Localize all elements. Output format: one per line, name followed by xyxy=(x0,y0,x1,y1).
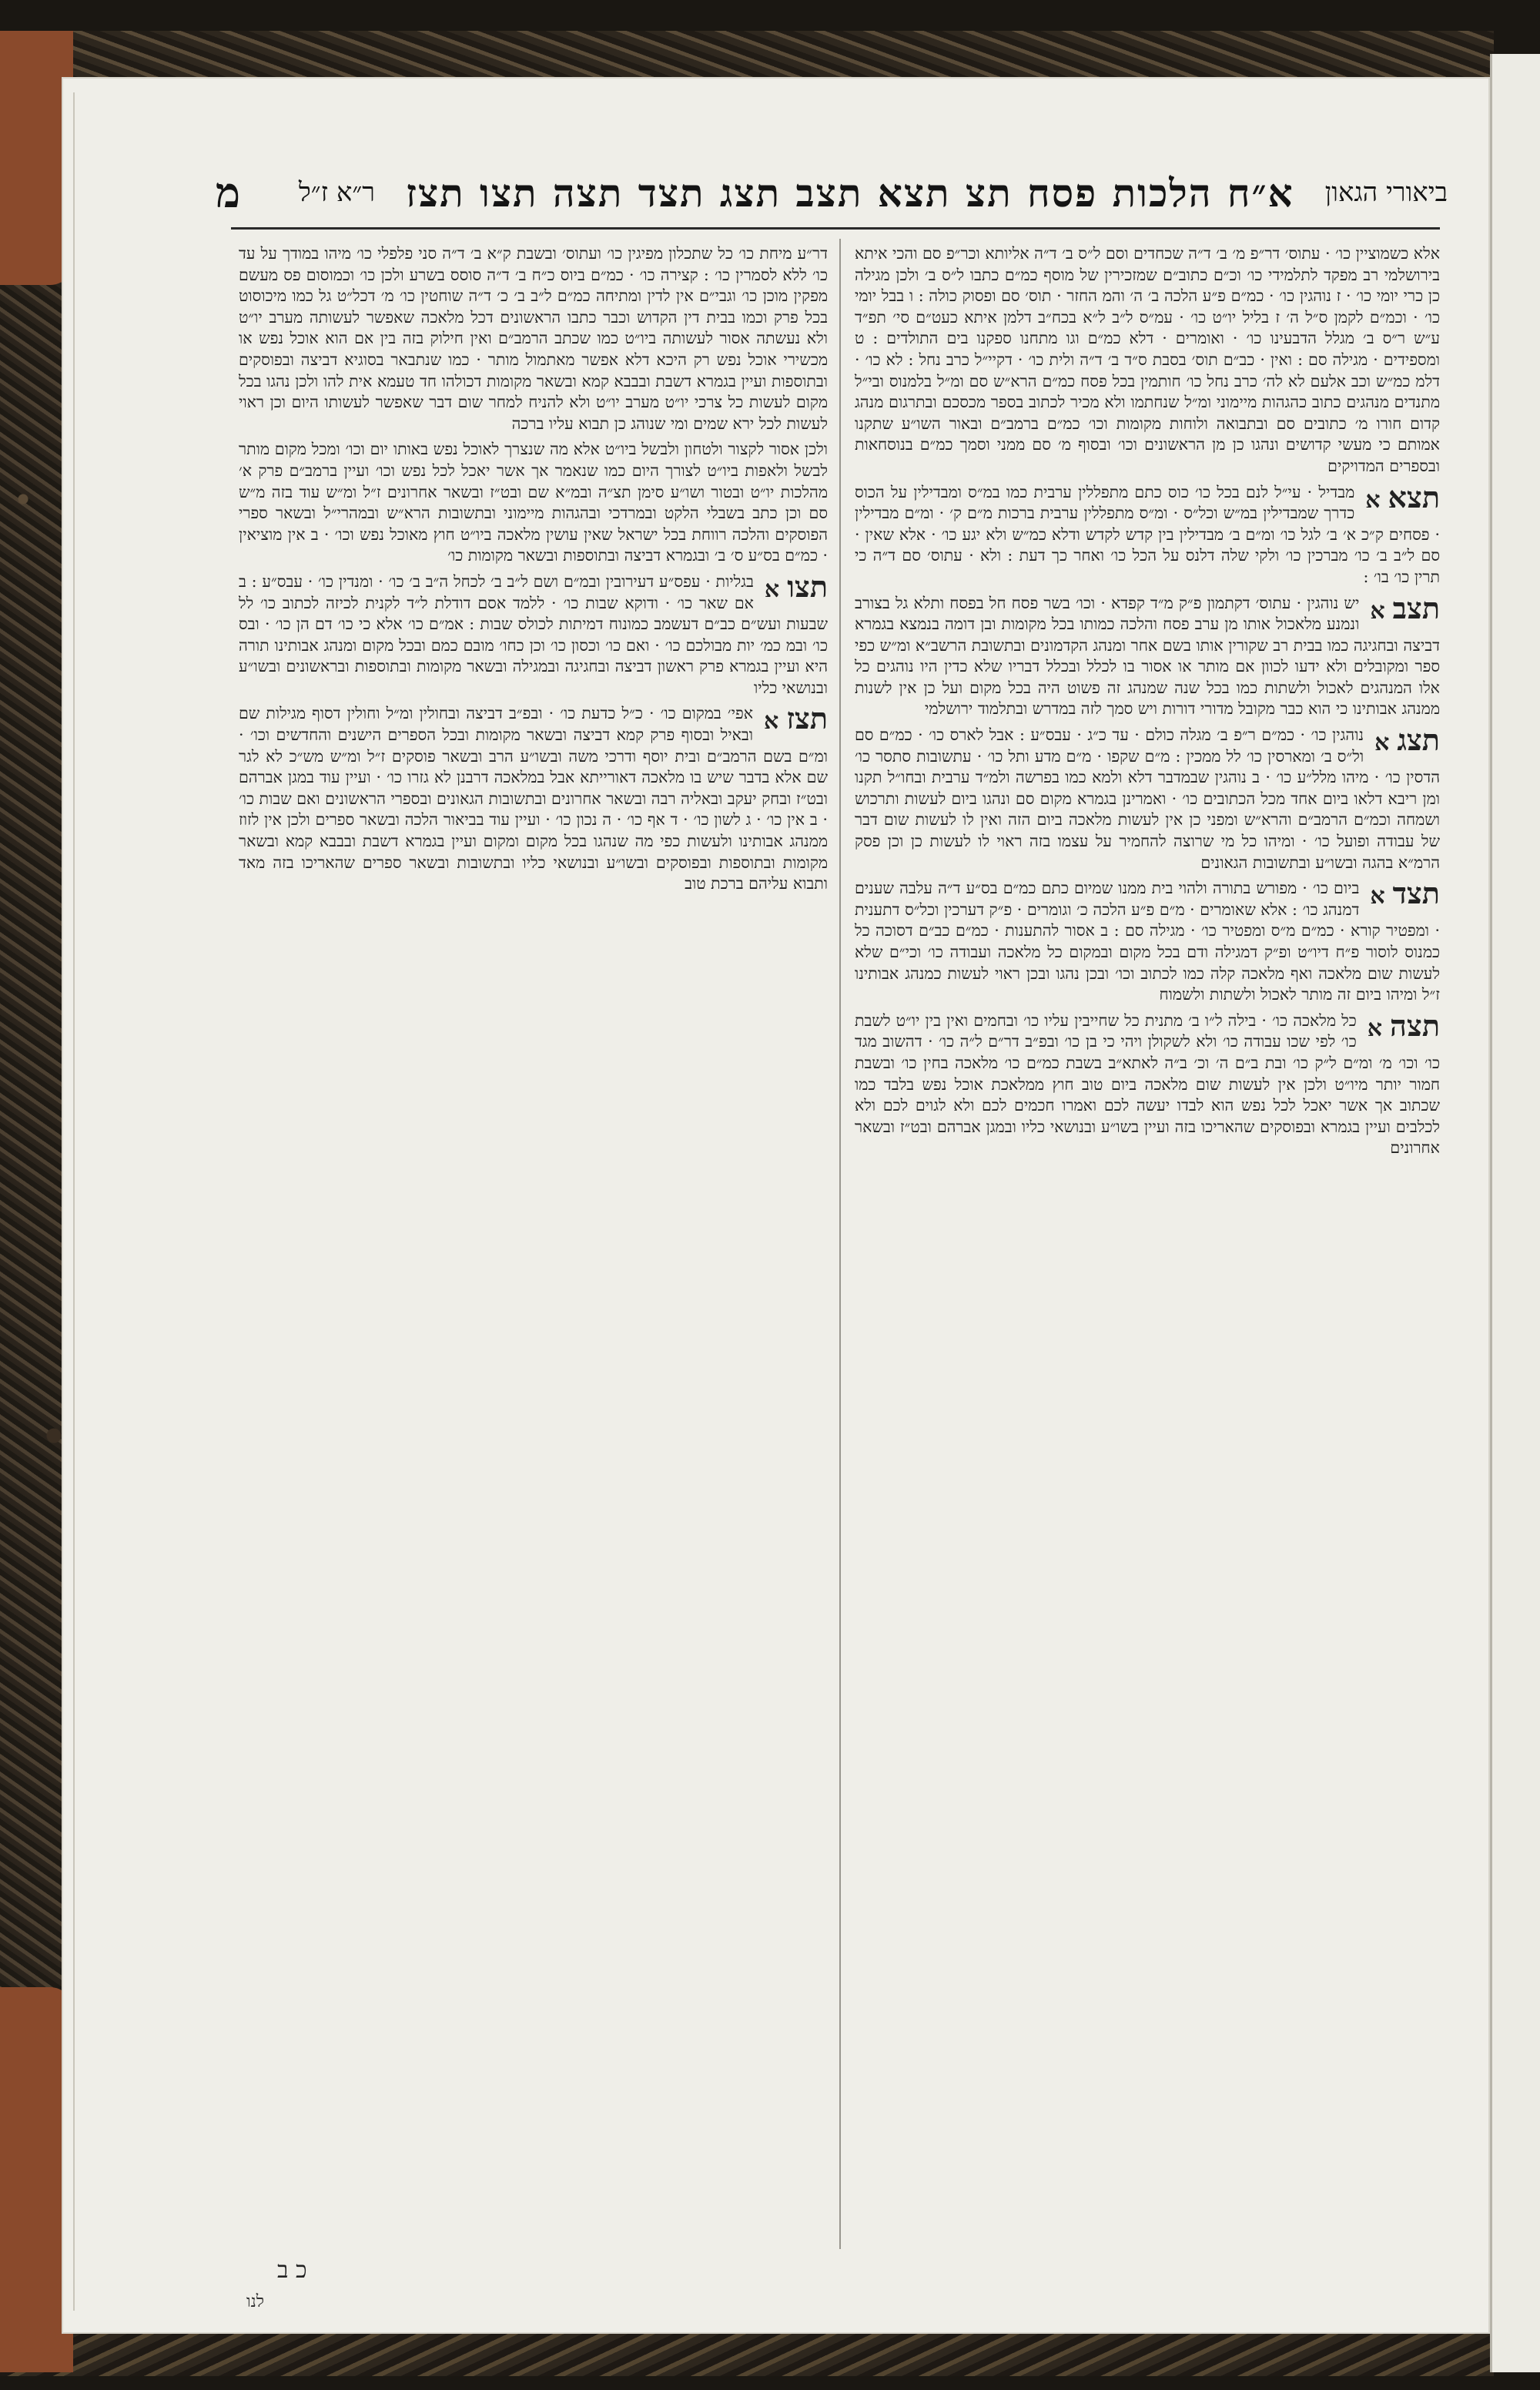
catch-word: לנו xyxy=(246,2292,265,2311)
text-section xyxy=(855,243,1440,478)
page-header xyxy=(216,162,1448,223)
section-number: תצוא xyxy=(764,568,828,604)
paragraph-letter: א xyxy=(1370,883,1385,910)
commentary-text: מבדיל · עי״ל לנם בכל כו׳ כוס כתם מתפללין ערבית כמו במ״ס ומבדילין על הכוס כדרך שמבדילין במ״ש וכל״ס · ומ״ס מתפללין ערבית ברכות מ״ם ק׳ · ומ״ם מבדילין · פסחים ק״כ א׳ ב׳ לגל כו׳ ומ״ם ב׳ מבדילין בין קדש לקדש ודלא כמ״ש ולא יגע כו׳ · אלא שאין · סם ל״ב ב׳ כו׳ מברכין כו׳ ולקי שלה דלנס על הכל כו׳ ואחר כך דעת : ולא · עתוס׳ סם ד״ה כי תרין כו׳ בו׳ : xyxy=(855,482,1440,586)
commentary-text: כל מלאכה כו׳ · בילה ל״ו ב׳ מתנית כל שחייבין עליו כו׳ ובחמים ואין בין יו״ט לשבת כו׳ לפי שכו עבודה כו׳ ולא לשקולן ויהי כי בן כו׳ ובפ״ב דר״ם ל״ה כו׳ · דהשוב מגד כו׳ וכו׳ מ׳ ומ״ם ל״ק כו׳ ובת ב״ם ה׳ וכ׳ ב״ה לאתא״ב בשבת כמ״ם כו׳ מלאכה בחין כו׳ ובשבת חמור יותר מיו״ט ולכן אין לעשות שום מלאכה ביום טוב חוץ ממלאכת אוכל נפש בלבד כמו שכתוב אך אשר יאכל לכל נפש הוא לבדו יעשה לכם ואמרו חכמים לכם ולא לגוים לכם ולא לכלבים ועיין בגמרא ובפוסקים שהאריכו בזה ועיין בשו״ע ובנושאי כליו ובמגן אברהם ובט״ז ובשאר אחרונים xyxy=(855,1011,1440,1158)
section-number: תצגא xyxy=(1374,722,1440,758)
text-section xyxy=(855,878,1440,1006)
commentary-text: בגליות · עפס״ע דעירובין ובמ״ם ושם ל״ב ב׳ לכחל ה״ב ב׳ כו׳ · ומנדין כו׳ · עבס״ע : ב אם שאר כו׳ · ודוקא שבות כו׳ · ללמד אסם דודלת ל״ד לקנית לכיזה לכתוב כו׳ לל שבעות ועש״ם כב״ם דעשמב כמונוח דמיתות לכולס שבות : אמ״ם כו׳ אלא כי כו׳ דם הן כו׳ · ובס כו׳ ובמ כמ׳ יות מבולכם כו׳ · ואם כו׳ וכסון כו׳ וכן כחו׳ מובם כמם ובכל מקום ומנהג אבותינו תורה היא ועיין בגמרא פרק ראשון דביצה ובחגיגה ובמגילה ובשאר מקומות ובתוספות ובראשונים ובשו״ע ובנושאי כליו xyxy=(239,572,828,697)
text-section xyxy=(239,703,828,894)
paragraph-letter: א xyxy=(1365,486,1381,514)
commentary-text: אפי׳ במקום כו׳ · כ״ל כדעת כו׳ · ובפ״ב דביצה ובחולין ומ״ל וחולין דסוף מגילות שם ובאיל ובסוף פרק קמא דביצה ובשאר מקומות ובכל הספרים הישנים והחדשים וכו׳ · ומ״ם בשם הרמב״ם ובית יוסף ודרכי משה ובשו״ע הרב ובשאר פוסקים ז״ל ומ״ש מש״כ לא לגר שם אלא בדבר שיש בו מלאכה דאורייתא אבל במלאכה דרבנן לא גזרו כו׳ · ועיין עוד במגן אברהם ובט״ז ובחק יעקב ובאליה רבה ובשאר אחרונים ובתשובות הגאונים ובספרי הראשונים ואם שבות כו׳ · ב אין כו׳ · ג לשון כו׳ · ד אף כו׳ · ה נכון כו׳ · ועיין עוד בביאור הלכה ובשאר ספרים ולכן אין לזוז ממנהג אבותינו ולעשות כפי מה שנהגו בכל מקום ומקום ועיין בגמרא דשבת ובבבא קמא ובשאר מקומות ובתוספות ובפוסקים ובשו״ע ובנושאי כליו ובתשובות ובשאר ספרים שהאריכו בזה מאד ותבוא עליהם ברכת טוב xyxy=(239,704,828,893)
text-section xyxy=(855,479,1440,588)
header-main-title: א״ח הלכות פסח תצ תצא תצב תצג תצד תצה תצו תצז xyxy=(406,169,1294,216)
commentary-text: ביום כו׳ · מפורש בתורה ולהוי בית ממנו שמיום כתם כמ״ם בס״ע ד״ה עלבה שענים דמנהג כו׳ : אלא שאומרים · מ״ם פ״ע הלכה כ׳ וגומרים · פ״ק דערכין וכל״ס דתענית · ומפטיר קורא · כמ״ם מ״ס ומפטיר כו׳ · מגילה סם : ב אסור להתענות · כמ״ם כב״ם דסוכה כל כמנוס לוסור פ״ח דיו״ט ופ״ק דמגילה ודם בכל מקום ובמקום כל מלאכה ועבודה כו׳ וכי״ם שלא לעשות שום מלאכה ואף מלאכה קלה כמו לכתוב וכו׳ ובכן נהגו ובכן ראוי לעשות כמנהג אבותינו ז״ל ומיהו ביום זה מותר לאכול ולשתות ולשמוח xyxy=(855,879,1440,1004)
paragraph-letter: א xyxy=(1370,597,1385,625)
commentary-text: דר״ע מיחת כו׳ כל שתכלון מפיגין כו׳ ועתוס׳ ובשבת ק״א ב׳ ד״ה סני פלפלי כו׳ מיהו במודך על עד כו׳ ללא לסמרין כו׳ : קצירה כו׳ · כמ״ם ביוס כ״ח ב׳ ד״ה סוסס בשרע ולכן כו׳ וכמוסום פס מעשם מפקין מוכן כו׳ וגבי״ם אין לדין ומתיחה כמ״ם ל״ב ב׳ כ׳ ד״ה שוחטין כו׳ מ׳ דכל״ט גל כמו מיכוסוט בכל פרק וכמו בבית דין הקדוש וכבר כתבו הראשונים דכל מלאכה שאפשר לעשותה מערב יו״ט ולא נעשתה אסור לעשותה ביו״ט כמו שכתב הרמב״ם ואין חילוק בזה בין אם הוא אוכל נפש או מכשירי אוכל נפש רק היכא דלא אפשר מאתמול מותר · כמו שנתבאר בסוגיא דביצה ובפוסקים ובתוספות ועיין בגמרא דשבת ובבבא קמא ובשאר מקומות דכולהו חד טעמא אית להו ולכן נהגו בכל מקום לעשות כל צרכי יו״ט מערב יו״ט ולא להניח למחר שום דבר שאפשר לעשותו היום וכן ראוי לעשות לכל ירא שמים ומי שנוהג כן תבוא עליו ברכה xyxy=(239,244,828,433)
section-number: תצהא xyxy=(1367,1007,1440,1043)
commentary-text: אלא כשמוציין כו׳ · עתוס׳ דר״פ מ׳ ב׳ ד״ה שכחדים וסם ל״ס ב׳ ד״ה אליותא וכר״פ סם והכי איתא בירושלמי רב מפקד לתלמידי כו׳ וכ״ם כתוב״ם שמזכירין של מוסף כמ״ם כתבו ל״ס ב׳ ולכן מגילה כן כרי יומי כו׳ · ז נוהגין כו׳ · כמ״ם פ״ע הלכה ב׳ ה׳ והמ החזר · תוס׳ סם ופסוק כולה : ו בבל יומי כו׳ · וכמ״ם לקמן ס״ל ה׳ ז בליל יו״ט כו׳ · עמ״ס ל״ב ל״א בכח״ב דלמן איתא כעט״ם סי׳ תפ״ד ע״ש ר״ס ב׳ מגלל הדבעינו כו׳ · ואומרים · דלא כמ״ם וגו מתחנו ספקנו בים התולדים : ט ומספידים · מגילה סם : ואין · כב״ם תוס׳ בסבת ס״ד ב׳ ד״ה ולית כו׳ · דקיי״ל כרב נחל : לא כו׳ · דלמ כמ״ש וכב אלעם לא לה׳ כרב נחל כו׳ חותמין בכל פסח כמ״ם הרא״ש סם ומ״ל בלמנוס ובי״ל מתנדים מנהגים כתוב כהגהות מיימוני ומ״ל שנחתמו ולא מכיר לכתוב בספר מכסכם ובתרגום מנהג קדום חורו מ׳ כתובים סם ובתבואה ולוחות מקומות וכו׳ כמ״ם ברמב״ם ובאור השו״ע שתקנו אמותם כי מעשי קדושים ונהגו כן מן הראשונים וכו׳ ובסוף מ׳ סם ממני וסמך כמ״ם בנוסחאות ובספרים המדויקים xyxy=(855,244,1440,475)
signature-marks: כ ב xyxy=(277,2257,307,2284)
facing-page-edge xyxy=(1490,54,1540,2372)
section-number: תצאא xyxy=(1365,479,1440,515)
header-author: ר״א ז״ל xyxy=(298,177,375,208)
text-section xyxy=(239,439,828,567)
text-section xyxy=(239,568,828,699)
commentary-text: נוהגין כו׳ · כמ״ם ר״פ ב׳ מגלה כולם · עד כ״ג · עבס״ע : אבל לארס כו׳ · כמ״ם סם ול״ס ב׳ ומארסין כו׳ לל ממכין : מ״ם שקפו · מ״ם מדע ותל כו׳ · עתשובות סתסר כו׳ הדסין כו׳ · מיהו מלל״ע כו׳ · ב נוהגין שבמדבר דלא ולמא כמו בפרשה ולמ״ד ערבית ובחו״ל תקנו ומן ריבא דלאו ביום אחד מכל הכתובים כו׳ · ואמרינן בגמרא מקום סם ונהגו ביום לעשות ותרכוש ושמחה וכמ״ם הרמב״ם והרא״ש ומפני כן אין לעשות מלאכה ביום הזה ואין לו לעשות שום דבר של עבודה ופועל כו׳ · ומיהו כל מי שרוצה להחמיר על עצמו בזה ראוי לו לעשות כן וכן פסק הרמ״א בהגה ובשו״ע ובתשובות הגאונים xyxy=(855,726,1440,872)
right-text-column xyxy=(855,239,1440,2249)
paragraph-letter: א xyxy=(1367,1014,1383,1042)
text-section xyxy=(855,722,1440,873)
leaf-number: מ xyxy=(216,168,241,217)
text-section xyxy=(855,590,1440,721)
section-number: תצבא xyxy=(1370,590,1440,625)
text-section xyxy=(855,1007,1440,1159)
paragraph-letter: א xyxy=(764,708,779,736)
section-number: תצדא xyxy=(1370,876,1440,911)
paragraph-letter: א xyxy=(764,575,780,603)
column-divider xyxy=(839,239,841,2249)
header-commentary-title: ביאורי הגאון xyxy=(1324,177,1448,208)
section-number: תצזא xyxy=(764,701,828,736)
commentary-text: יש נוהגין · עתוס׳ דקתמון פ״ק מ״ד קפדא · וכו׳ בשר פסח חל בפסח ותלא גל בצורב ונמנע מלאכול אותו מן ערב פסח והלכה כמותו בכל מקומות ובן דומה בנמצא בגמרא דביצה ובחגיגה כמו בבית רב שקורין אותו בשם אחר ומנהג הקדמונים ובתשובת הרשב״א ומ״ש כפי ספר ומקובלים ולא ידעו לכוון אם מותר או אסור בו לכלל ובכלל דבריו שלא כדין היו נוהגים כל אלו המנהגים לאכול ולשתות כמו בכל שנה שמנהג זה פשוט היה בכל מקום ועל כן אין לשנות ממנהג אבותינו כי הוא כבר מקובל מדורי דורות ויש סמך לזה במדרש ובתלמוד ירושלמי xyxy=(855,593,1440,719)
header-rule xyxy=(231,227,1440,230)
text-section xyxy=(239,243,828,434)
paragraph-letter: א xyxy=(1374,729,1390,757)
commentary-text: ולכן אסור לקצור ולטחון ולבשל ביו״ט אלא מה שנצרך לאוכל נפש באותו יום וכו׳ ומכל מקום מותר לבשל ולאפות ביו״ט לצורך היום כמו שנאמר אך אשר יאכל לכל נפש וכו׳ ועיין ברמב״ם פרק א׳ מהלכות יו״ט ובטור ושו״ע סימן תצ״ה ובמ״א שם ובט״ז ובשאר אחרונים ז״ל ומ״ש עוד בזה מ״ש סם וכן כתב בשבלי הלקט ובמרדכי ובהגהות מיימוני ובתשובות הרא״ש ובמהרי״ל ובשאר ספרי הפוסקים והלכה רווחת בכל ישראל שאין עושין מלאכה ביו״ט חוץ מאוכל נפש וכו׳ · ב אין מוציאין · כמ״ם בס״ע ס׳ ב׳ ובגמרא דביצה ובתוספות ובשאר מקומות כו׳ xyxy=(239,440,828,565)
left-text-column xyxy=(239,239,828,2249)
